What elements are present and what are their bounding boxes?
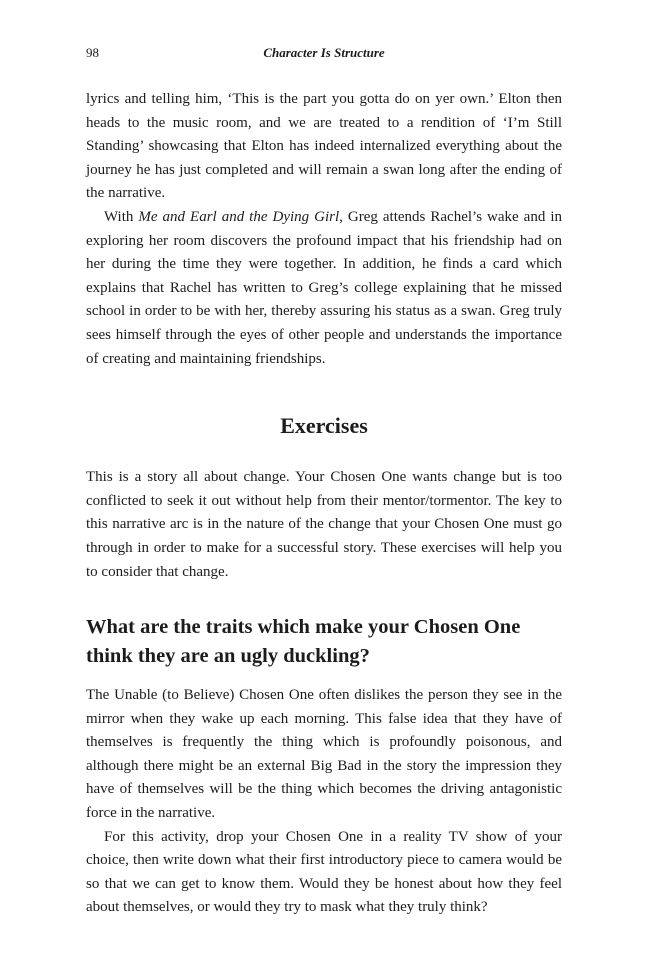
question-paragraph-1: The Unable (to Believe) Chosen One often dislikes the person they see in the mirror when they wake up each morning. This false idea that they have of themselves is frequently the thing which is profoundly poisonous, and although there might be an external Big Bad in the story the impression they have of themselves will be the thing which becomes the driving antagonistic force in the narrative. [86,687,562,822]
book-title: Character Is Structure [263,45,385,60]
continuation-paragraph: lyrics and telling him, ‘This is the part you gotta do on yer own.’ Elton then heads to the music room, and we are treated to a rendition of ‘I’m Still Standing’ showcasing that Elton has indeed internalized everything about the journey he has just completed and will remain a swan long after the ending of the narrative. [86,91,562,202]
page-number: 98 [86,45,99,60]
question-heading: What are the traits which make your Chosen One think they are an ugly duckling? [86,616,521,668]
exercises-intro: This is a story all about change. Your Chosen One wants change but is too conflicted to seek it out without help from their mentor/tormentor. The key to this narrative arc is in the nature of the change that your Chosen One must go through in order to make for a successful story. These exercises will help you to consider that change. [86,469,562,580]
exercises-heading: Exercises [280,413,368,439]
running-head [86,44,562,62]
film-paragraph [86,206,562,371]
film-title: Me and Earl and the Dying Girl [138,208,340,225]
film-paragraph-lead: With [104,208,139,225]
page-body [86,88,562,920]
film-paragraph-rest: , Greg attends Rachel’s wake and in exploring her room discovers the profound impact that his friendship had on her during the time they were together. In addition, he finds a card which explains that Rachel has written to Greg’s college explaining that he missed school in order to be with her, thereby assuring his status as a swan. Greg truly sees himself through the eyes of other people and understands the importance of creating and maintaining friendships. [86,208,562,367]
question-paragraph-2: For this activity, drop your Chosen One in a reality TV show of your choice, then write down what their first introductory piece to camera would be so that we can get to know them. Would they be honest about how they feel about themselves, or would they try to mask what they truly think? [86,828,562,916]
